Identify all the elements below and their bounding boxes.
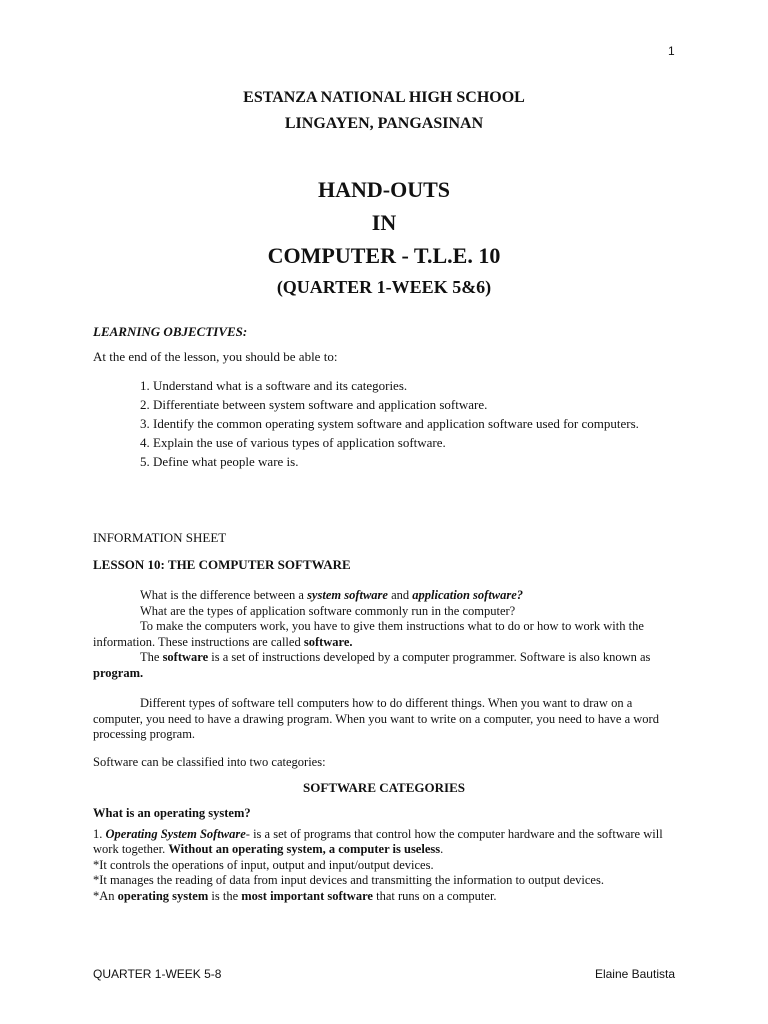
text-run: is a set of instructions developed by a computer programmer. Software is also known as bbox=[208, 650, 651, 664]
emphasis-operating-system: operating system bbox=[117, 888, 209, 903]
objective-item: 5. Define what people ware is. bbox=[140, 454, 299, 469]
text-run: that runs on a computer. bbox=[372, 888, 497, 903]
emphasis-software: software bbox=[162, 650, 209, 664]
information-sheet-heading: INFORMATION SHEET bbox=[93, 530, 227, 545]
os-section bbox=[93, 806, 675, 904]
objective-item: 3. Identify the common operating system software and application software used for computers. bbox=[140, 416, 639, 431]
paragraph bbox=[93, 619, 675, 650]
emphasis-system-software: system software bbox=[307, 588, 388, 602]
text-run: The bbox=[140, 650, 163, 664]
title-line-2: IN bbox=[371, 210, 397, 235]
text-run: is the bbox=[208, 888, 242, 903]
text-run: and bbox=[387, 588, 413, 602]
os-definition bbox=[93, 827, 675, 858]
emphasis-software: software. bbox=[303, 634, 353, 649]
os-question: What is an operating system? bbox=[93, 806, 251, 820]
emphasis-useless: Without an operating system, a computer is useless bbox=[168, 842, 441, 856]
emphasis-application-software: application software? bbox=[412, 588, 524, 602]
paragraph-classified bbox=[93, 755, 675, 771]
objectives-intro: At the end of the lesson, you should be able to: bbox=[93, 349, 338, 364]
text-run: What is the difference between a bbox=[140, 588, 308, 602]
text-run: - is a set of programs that control how the computer hardware and the software will work together. bbox=[93, 826, 663, 856]
paragraph-types bbox=[93, 696, 675, 743]
text-run: *An bbox=[93, 888, 118, 903]
text-run: 1. bbox=[93, 826, 106, 841]
objective-item: 1. Understand what is a software and its categories. bbox=[140, 378, 408, 393]
objective-item: 2. Differentiate between system software and application software. bbox=[140, 397, 488, 412]
text-run: . bbox=[440, 842, 444, 856]
emphasis-most-important: most important software bbox=[241, 888, 373, 903]
school-location: LINGAYEN, PANGASINAN bbox=[284, 115, 484, 132]
paragraph: Software can be classified into two categories: bbox=[93, 755, 326, 769]
categories-heading: SOFTWARE CATEGORIES bbox=[303, 780, 465, 795]
emphasis-program: program. bbox=[93, 665, 144, 680]
paragraph: What are the types of application software commonly run in the computer? bbox=[140, 603, 516, 618]
lesson-title: LESSON 10: THE COMPUTER SOFTWARE bbox=[93, 557, 351, 572]
paragraph bbox=[93, 650, 675, 681]
objectives-heading: LEARNING OBJECTIVES: bbox=[93, 324, 248, 339]
title-line-1: HAND-OUTS bbox=[317, 177, 450, 202]
title-line-3: COMPUTER - T.L.E. 10 bbox=[267, 243, 501, 268]
bullet-line: *It controls the operations of input, output and input/output devices. bbox=[93, 857, 434, 872]
footer-right: Elaine Bautista bbox=[594, 967, 675, 981]
school-name: ESTANZA NATIONAL HIGH SCHOOL bbox=[243, 89, 525, 106]
page-number: 1 bbox=[668, 44, 675, 58]
bullet-line: *It manages the reading of data from input devices and transmitting the information to output devices. bbox=[93, 873, 604, 887]
paragraph bbox=[93, 588, 675, 604]
objectives-list bbox=[93, 376, 675, 471]
title-line-4: (QUARTER 1-WEEK 5&6) bbox=[276, 277, 492, 297]
footer-left: QUARTER 1-WEEK 5-8 bbox=[93, 967, 222, 981]
lesson-body bbox=[93, 588, 675, 681]
bullet-line bbox=[93, 889, 675, 905]
objective-item: 4. Explain the use of various types of application software. bbox=[140, 435, 446, 450]
text-run: To make the computers work, you have to give them instructions what to do or how to work with the information. These instructions are called bbox=[93, 619, 644, 649]
paragraph: Different types of software tell computers how to do different things. When you want to draw on a computer, you need to have a drawing program. When you want to write on a computer, you need to have a word processing program. bbox=[93, 696, 659, 741]
emphasis-os-term: Operating System Software bbox=[105, 826, 246, 841]
